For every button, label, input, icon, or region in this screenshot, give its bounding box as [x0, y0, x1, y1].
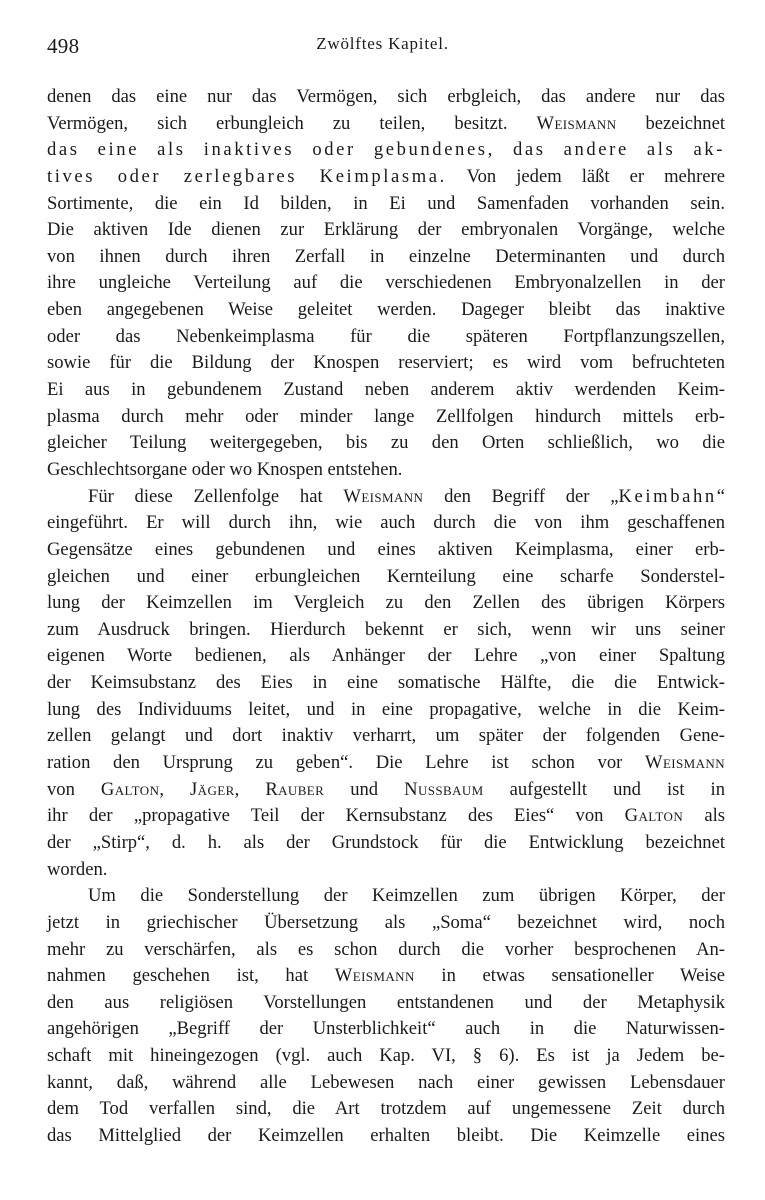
- text-line: [47, 857, 725, 884]
- text-line: [47, 1123, 725, 1150]
- text-run: den Begriff der „: [423, 485, 619, 507]
- author-name: Jäger: [190, 778, 235, 800]
- text-run: und: [324, 778, 405, 800]
- text-run: Von jedem läßt er mehrere: [446, 165, 725, 187]
- text-line: [47, 457, 725, 484]
- text-run: “: [716, 485, 726, 507]
- text-line: [47, 990, 725, 1017]
- text-run: lung der Keimzellen im Vergleich zu den Zellen des übrigen Körpers: [47, 592, 725, 614]
- running-head: Zwölftes Kapitel.: [316, 34, 449, 53]
- text-run: Gegensätze eines gebundenen und eines aktiven Keimplasma, einer erb-: [47, 538, 725, 560]
- text-run: eingeführt. Er will durch ihn, wie auch durch die von ihm geschaffenen: [47, 512, 725, 534]
- text-run: aufgestellt und ist in: [483, 778, 726, 800]
- text-run: gleichen und einer erbungleichen Kernteilung eine scharfe Sonderstel-: [47, 565, 725, 587]
- text-run: der Keimsubstanz des Eies in eine somatische Hälfte, die die Entwick-: [47, 672, 725, 694]
- text-line: [47, 484, 725, 511]
- text-run: lung des Individuums leitet, und in eine propagative, welche in die Keim-: [47, 698, 725, 720]
- text-run: plasma durch mehr oder minder lange Zellfolgen hindurch mittels erb-: [47, 405, 725, 427]
- text-run: gleicher Teilung weitergegeben, bis zu den Orten schließlich, wo die: [47, 432, 725, 454]
- text-line: [47, 244, 725, 271]
- text-line: [47, 324, 725, 351]
- text-run: schaft mit hineingezogen (vgl. auch Kap. VI, § 6). Es ist ja Jedem be-: [47, 1045, 725, 1067]
- author-name: Galton: [100, 778, 160, 800]
- text-run: das Mittelglied der Keimzellen erhalten bleibt. Die Keimzelle eines: [47, 1124, 725, 1146]
- author-name: Nussbaum: [404, 778, 484, 800]
- text-line: [47, 830, 725, 857]
- author-name: Rauber: [265, 778, 325, 800]
- text-run: zum Ausdruck bringen. Hierdurch bekennt er sich, wenn wir uns seiner: [47, 618, 725, 640]
- text-line: [47, 404, 725, 431]
- text-run: nahmen geschehen ist, hat: [47, 965, 335, 987]
- text-run: denen das eine nur das Vermögen, sich erbgleich, das andere nur das: [47, 86, 725, 107]
- text-line: [47, 1096, 725, 1123]
- emphasized-text: tives oder zerlegbares Keimplasma.: [47, 165, 447, 187]
- text-line: [47, 963, 725, 990]
- text-line: [47, 937, 725, 964]
- text-run: als: [683, 805, 725, 827]
- text-run: bezeichnet: [616, 112, 725, 134]
- text-run: oder das Nebenkeimplasma für die späteren Fortpflanzungszellen,: [47, 325, 725, 347]
- text-line: [47, 1070, 725, 1097]
- text-run: angehörigen „Begriff der Unsterblichkeit“ auch in die Naturwissen-: [47, 1018, 725, 1040]
- text-line: [47, 297, 725, 324]
- emphasized-text: Keimbahn: [618, 485, 717, 507]
- text-run: von ihnen durch ihren Zerfall in einzelne Determinanten und durch: [47, 245, 725, 267]
- text-line: [47, 84, 725, 111]
- text-run: Ei aus in gebundenem Zustand neben anderem aktiv werdenden Keim-: [47, 379, 725, 401]
- text-line: [47, 430, 725, 457]
- text-line: [47, 750, 725, 777]
- text-run: ,: [159, 778, 191, 800]
- author-name: Weismann: [334, 965, 415, 987]
- text-line: [47, 1016, 725, 1043]
- page-number: 498: [47, 34, 80, 58]
- text-run: eigenen Worte bedienen, als Anhänger der Lehre „von einer Spaltung: [47, 645, 725, 667]
- text-run: ihr der „propagative Teil der Kernsubstanz des Eies“ von: [47, 805, 625, 827]
- text-line: [47, 617, 725, 644]
- text-line: [47, 777, 725, 804]
- text-run: Um die Sonderstellung der Keimzellen zum übrigen Körper, der: [88, 885, 725, 907]
- text-line: [47, 564, 725, 591]
- text-run: den aus religiösen Vorstellungen entstandenen und der Metaphysik: [47, 991, 725, 1013]
- text-line: [47, 697, 725, 724]
- text-run: Geschlechtsorgane oder wo Knospen entstehen.: [47, 458, 403, 480]
- text-line: [47, 137, 725, 164]
- text-run: jetzt in griechischer Übersetzung als „Soma“ bezeichnet wird, noch: [47, 911, 725, 933]
- text-line: [47, 164, 725, 191]
- text-line: [47, 670, 725, 697]
- text-run: ihre ungleiche Verteilung auf die verschiedenen Embryonalzellen in der: [47, 272, 725, 294]
- text-run: dem Tod verfallen sind, die Art trotzdem auf ungemessene Zeit durch: [47, 1098, 725, 1120]
- text-line: [47, 510, 725, 537]
- text-run: sowie für die Bildung der Knospen reserviert; es wird vom befruchteten: [47, 352, 725, 374]
- text-run: Vermögen, sich erbungleich zu teilen, besitzt.: [47, 112, 537, 134]
- text-line: [47, 377, 725, 404]
- text-line: [47, 537, 725, 564]
- text-run: worden.: [47, 858, 108, 880]
- text-line: [47, 270, 725, 297]
- author-name: Weismann: [536, 112, 617, 134]
- author-name: Galton: [624, 805, 684, 827]
- text-line: [47, 111, 725, 138]
- text-line: [47, 217, 725, 244]
- text-run: mehr zu verschärfen, als es schon durch die vorher besprochenen An-: [47, 938, 725, 960]
- text-run: eben angegebenen Weise geleitet werden. Dageger bleibt das inaktive: [47, 299, 725, 321]
- text-run: in etwas sensationeller Weise: [414, 965, 725, 987]
- text-run: ,: [234, 778, 266, 800]
- text-run: Die aktiven Ide dienen zur Erklärung der embryonalen Vorgänge, welche: [47, 219, 725, 241]
- text-line: [47, 803, 725, 830]
- body-text: [47, 84, 725, 1150]
- text-line: [47, 643, 725, 670]
- text-run: Für diese Zellenfolge hat: [88, 485, 344, 507]
- text-run: zellen gelangt und dort inaktiv verharrt, um später der folgenden Gene-: [47, 725, 725, 747]
- emphasized-text: das eine als inaktives oder gebundenes, das andere als ak-: [47, 139, 725, 161]
- text-line: [47, 350, 725, 377]
- text-run: Sortimente, die ein Id bilden, in Ei und Samenfaden vorhanden sein.: [47, 192, 725, 214]
- page-header: [0, 28, 765, 58]
- text-run: von: [47, 778, 101, 800]
- text-line: [47, 910, 725, 937]
- author-name: Weismann: [645, 752, 725, 774]
- text-line: [47, 1043, 725, 1070]
- text-run: kannt, daß, während alle Lebewesen nach einer gewissen Lebensdauer: [47, 1071, 725, 1093]
- text-line: [47, 191, 725, 218]
- text-line: [47, 883, 725, 910]
- text-run: der „Stirp“, d. h. als der Grundstock für die Entwicklung bezeichnet: [47, 831, 725, 853]
- text-line: [47, 723, 725, 750]
- author-name: Weismann: [343, 485, 424, 507]
- text-run: ration den Ursprung zu geben“. Die Lehre ist schon vor: [47, 752, 646, 774]
- text-line: [47, 590, 725, 617]
